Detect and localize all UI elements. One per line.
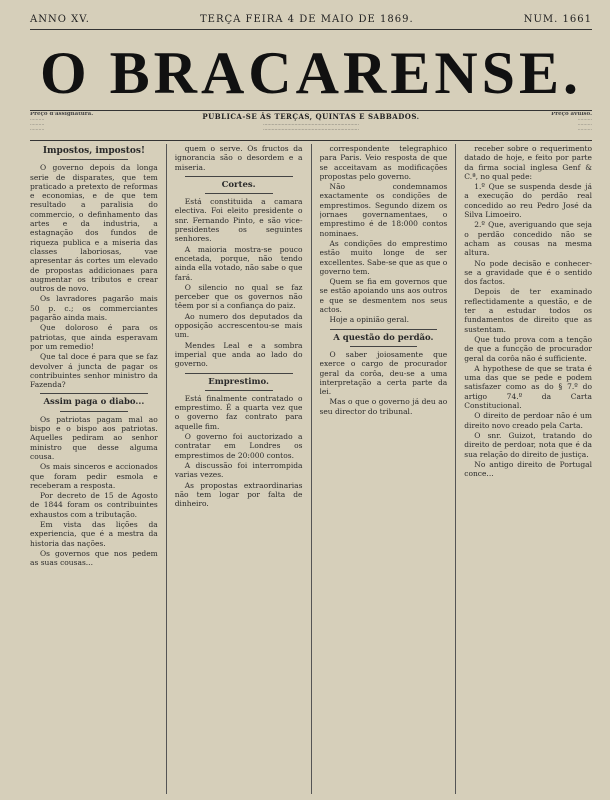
article-paragraph: quem o serve. Os fructos da ignorancia são o desordem e a miseria. (174, 144, 303, 172)
article-paragraph: Os mais sinceros e accionados que foram pedir esmola e receberam a resposta. (30, 462, 158, 490)
columns-rule (30, 140, 592, 141)
volume-year: ANNO XV. (30, 13, 90, 25)
article-paragraph: O snr. Guizot, tratando do direito de perdoar, nota que é da sua relação do direito de justiça. (464, 430, 592, 459)
subscription-prices: Preço d'assignatura. ·········· ·········· ·········· (30, 112, 94, 133)
article-headline: Impostos, impostos! (42, 146, 145, 156)
article-paragraph: Os lavradores pagarão mais 50 p. c.; os commerciantes pagarão ainda mais. (30, 294, 158, 323)
article-paragraph: Quem se fia em governos que se estão apoiando uns aos outros e que se desmentem nos seus actos. (319, 277, 448, 315)
single-copy-prices: Preço avulso. ·········· ·········· ·········· (551, 112, 592, 133)
article-headline: A questão do perdão. (333, 332, 434, 343)
headline-rule (205, 193, 273, 194)
column-divider (166, 144, 167, 794)
article-paragraph: Os patriotas pagam mal ao bispo e o bispo aos patriotas. Aquelles pediram ao senhor ministro que desse alguma cousa. (30, 414, 158, 461)
masthead-title: O BRACARENSE. (39, 40, 583, 106)
column-3 (320, 144, 448, 794)
issue-number: NUM. 1661 (523, 13, 592, 25)
article-columns (30, 144, 592, 794)
publication-info (96, 112, 526, 138)
article-paragraph: Não condemnamos exactamente os condições de emprestimos. Segundo dizem os jornaes governamentaes, o emprestimo é de 18:000 contos nominaes. (319, 182, 448, 238)
article-paragraph: O governo depois da longa serie de disparates, que tem praticado a pretexto de reformas e economias, e de que tem resultado a paralisia do commercio, o definhamento das artes e da industria, a estagnação dos fundos de riqueza publica e a miseria das classes laboriosas, vae apresentar ás cortes um elevado de propostas addicionaes para augmentar os tributos e crear outros de novo. (30, 163, 158, 294)
section-divider (185, 373, 293, 374)
article-paragraph: Ao numero dos deputados da opposição accrescentou-se mais um. (174, 311, 303, 340)
article-paragraph: O saber joiosamente que exerce o cargo de procurador geral da corôa, deu-se a uma interpretação a certa parte da lei. (319, 349, 448, 397)
column-divider (311, 144, 312, 794)
subscription-bar (30, 112, 592, 138)
article-paragraph: O silencio no qual se faz perceber que os governos não têem por si a confiança do paiz. (174, 282, 303, 311)
article-paragraph: Em vista das lições da experiencia, que é a mestra da historia das nações. (30, 519, 158, 548)
publication-days: PUBLICA-SE ÁS TERÇAS, QUINTAS E SABBADOS. (202, 112, 420, 121)
article-paragraph: As propostas extraordinarias não tem logar por falta de dinheiro. (174, 480, 303, 509)
article-paragraph: Por decreto de 15 de Agosto de 1844 foram os contribuintes exhaustos com a tributação. (30, 491, 158, 519)
article-headline: Emprestimo. (208, 376, 269, 387)
article-paragraph: No pode decisão e conhecer-se a gravidade que é o sentido dos factos. (464, 258, 592, 287)
header-line (30, 12, 592, 26)
headline-rule (60, 411, 128, 412)
article-paragraph: Depois de ter examinado reflectidamente a questão, e de ter a estudar todos os fundamentos de direito que as sustentam. (464, 287, 592, 334)
article-paragraph: 2.º Que, averiguando que seja o perdão concedido não se acham as cousas na mesma altura. (464, 220, 592, 258)
article-paragraph: 1.º Que se suspenda desde já a execução do perdão real concedido ao reu Pedro José da Silva Limoeiro. (464, 182, 592, 220)
article-paragraph: O direito de perdoar não é um direito novo creado pela Carta. (464, 411, 592, 430)
column-2 (175, 144, 303, 794)
article-paragraph: No antigo direito de Portugal conce... (464, 459, 592, 479)
article-paragraph: Hoje a opinião geral. (329, 315, 409, 325)
article-paragraph: correspondente telegraphico para Paris. Veio resposta de que se acceitavam as modificações propostas pelo governo. (319, 144, 448, 181)
article-paragraph: Que doloroso é para os patriotas, que ainda esperavam por um remedio! (30, 323, 158, 351)
column-1 (30, 144, 158, 794)
article-paragraph: A maioria mostra-se pouco encetada, porque, não tendo ainda ella votado, não sabe o que fará. (174, 244, 303, 282)
headline-rule (205, 390, 273, 391)
article-paragraph: Mas o que o governo já deu ao seu director do tribunal. (319, 397, 448, 416)
article-paragraph: O governo foi auctorizado a contratar em Londres os emprestimos de 20:000 contos. (174, 432, 303, 460)
article-paragraph: A hypothese de que se trata é uma das que se pede e podem satisfazer como as do § 7.º do artigo 74.º da Carta Constitucional. (464, 363, 592, 411)
headline-rule (60, 159, 128, 160)
article-headline: Cortes. (221, 179, 256, 190)
section-divider (330, 329, 438, 330)
column-4 (464, 144, 592, 794)
headline-rule (350, 346, 418, 347)
column-divider (455, 144, 456, 794)
article-paragraph: Está finalmente contratado o emprestimo. É a quarta vez que o governo faz contrato para aquelle fim. (174, 393, 303, 431)
article-paragraph: Que tudo prova com a tenção de que a funcção de procurador geral da corôa não é sufficiente. (464, 334, 592, 363)
article-headline: Assim paga o diabo... (43, 397, 145, 408)
article-paragraph: Está constituida a camara electiva. Foi eleito presidente o snr. Fernando Pinto, e são vice-presidentes os seguintes senhores. (174, 197, 303, 244)
section-divider (185, 176, 293, 177)
section-divider (40, 393, 148, 394)
article-paragraph: A discussão foi interrompida varias vezes. (174, 460, 303, 480)
article-paragraph: Os governos que nos pedem as suas cousas... (30, 548, 158, 568)
article-paragraph: receber sobre o requerimento datado de hoje, e feito por parte da firma social inglesa Genf & C.ª, no qual pede: (464, 144, 592, 181)
masthead-rule (30, 110, 592, 111)
article-paragraph: Mendes Leal e a sombra imperial que anda ao lado do governo. (174, 340, 303, 369)
issue-date: TERÇA FEIRA 4 DE MAIO DE 1869. (200, 13, 414, 25)
article-paragraph: As condições do emprestimo estão muito longe de ser excellentes. Sabe-se que as que o governo tem. (319, 238, 448, 276)
top-rule (30, 29, 592, 30)
terms-text: ··································································· ··································································· (263, 123, 359, 133)
article-paragraph: Que tal doce é para que se faz devolver á juncta de pagar os contribuintes senhor ministro da Fazenda? (30, 352, 158, 390)
